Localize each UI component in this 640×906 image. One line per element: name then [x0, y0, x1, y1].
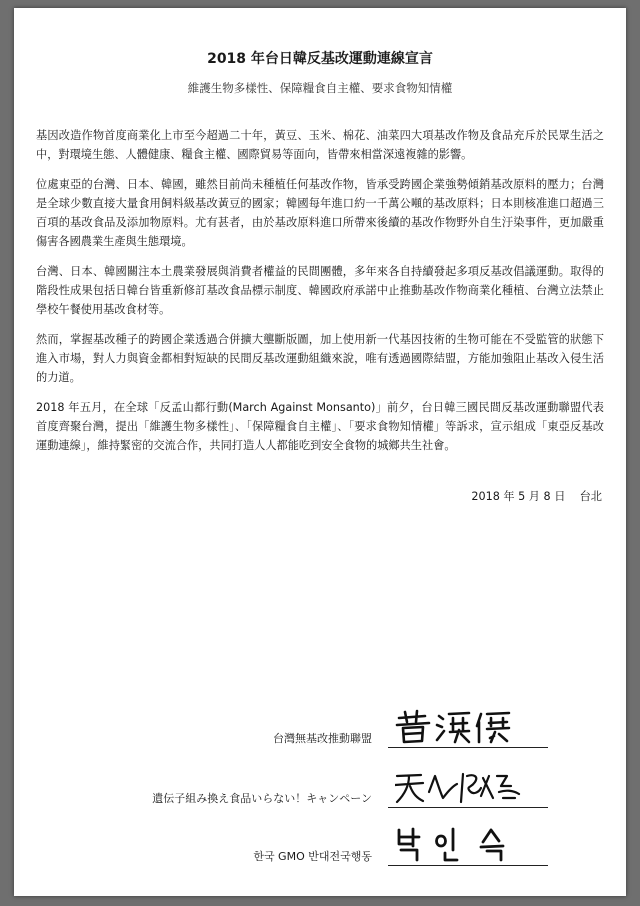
page-subtitle: 維護生物多樣性、保障糧食自主權、要求食物知情權 [187, 81, 453, 95]
signature-row-japan [0, 768, 640, 808]
paragraph: 然而，掌握基改種子的跨國企業透過合併擴大壟斷版圖，加上使用新一代基因技術的生物可能在不受監管的狀態下進入市場，對人力與資金都相對短缺的民間反基改運動組織來說，唯有透過國際結盟，方能加強阻止基改入侵生活的力道。 [36, 333, 604, 384]
paragraph: 2018 年五月，在全球「反孟山都行動(March Against Monsanto)」前夕，台日韓三國民間反基改運動聯盟代表首度齊聚台灣，提出「維護生物多樣性」、「保障糧食自主權」、「要求食物知情權」等訴求，宣示組成「東亞反基改運動連線」，維持緊密的交流合作，共同打造人人都能吃到安全食物的城鄉共生社會。 [36, 401, 604, 452]
signature-row-taiwan [0, 708, 640, 748]
page-title: 2018 年台日韓反基改運動連線宣言 [207, 51, 433, 67]
signature-line [388, 747, 548, 748]
paragraph: 基因改造作物首度商業化上市至今超過二十年，黃豆、玉米、棉花、油菜四大項基改作物及食品充斥於民眾生活之中，對環境生態、人體健康、糧食主權、國際貿易等面向，皆帶來相當深遠複雜的影響。 [36, 129, 604, 161]
declaration-body [36, 126, 604, 466]
handwritten-signature [395, 826, 525, 864]
paragraph: 台灣、日本、韓國關注本土農業發展與消費者權益的民間團體，多年來各自持續發起多項反基改倡議運動。取得的階段性成果包括日韓台皆重新修訂基改食品標示制度、韓國政府承諾中止推動基改作物商業化種植、台灣立法禁止學校午餐使用基改食材等。 [36, 265, 604, 316]
handwritten-signature [395, 768, 525, 806]
handwritten-signature [395, 708, 515, 746]
date-location: 2018 年 5 月 8 日 台北 [471, 490, 602, 503]
signature-row-korea [0, 826, 640, 866]
paragraph: 位處東亞的台灣、日本、韓國，雖然目前尚未種植任何基改作物，皆承受跨國企業強勢傾銷基改原料的壓力；台灣是全球少數直接大量食用飼料級基改黃豆的國家；韓國每年進口約一千萬公噸的基改原料；日本則核准進口超過三百項的基改食品及添加物原料。尤有甚者，由於基改原料進口所帶來後續的基改作物野外自生汙染事件，更加嚴重傷害各國農業生產與生態環境。 [36, 178, 604, 248]
signatory-org: 遺伝子組み換え食品いらない！キャンペーン [152, 792, 372, 805]
signatory-org: 台灣無基改推動聯盟 [273, 732, 372, 745]
signatory-org: 한국 GMO 반대전국행동 [253, 850, 372, 863]
signature-line [388, 807, 548, 808]
signature-line [388, 865, 548, 866]
